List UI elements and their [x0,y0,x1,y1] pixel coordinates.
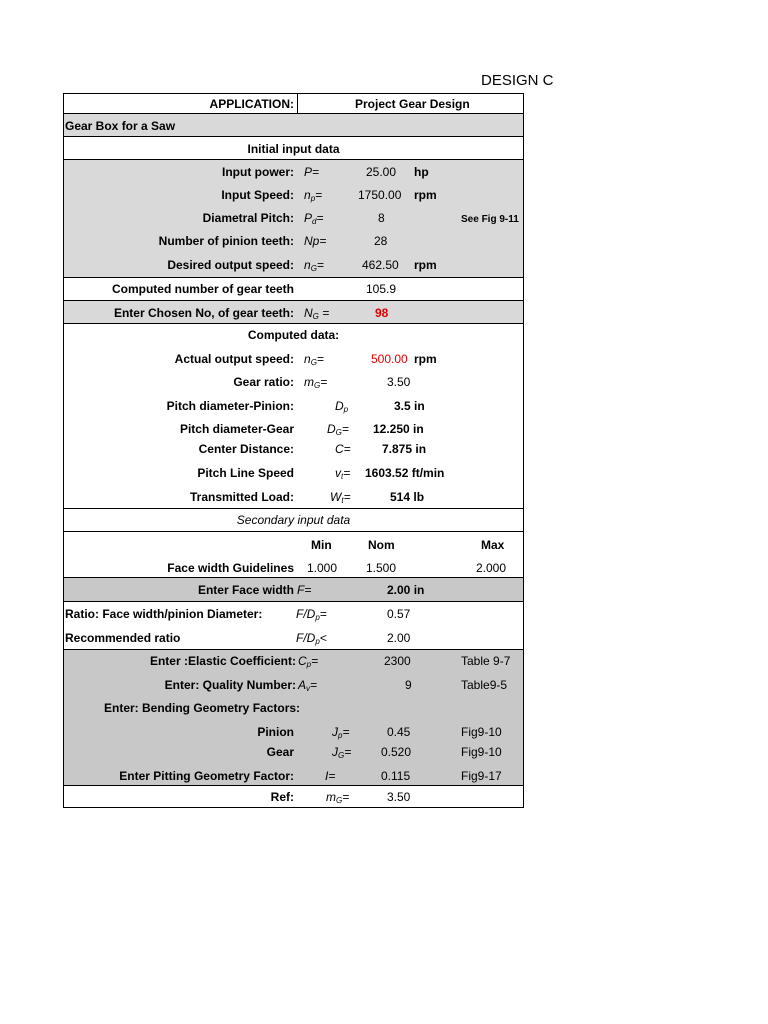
ref-value: 3.50 [387,790,411,804]
diametral-pitch-ref: See Fig 9-11 [461,214,519,225]
column-divider [297,94,298,113]
gear-ratio-label: Gear ratio: [233,375,294,389]
elastic-symbol: $C_p=$ [298,654,319,669]
application-value[interactable]: Project Gear Design [355,97,470,111]
pitch-dia-gear-symbol: $D_G=$ [327,422,349,437]
computed-gear-teeth-value: 105.9 [366,282,397,296]
design-title: DESIGN C [481,72,554,89]
ref-row [63,785,524,808]
ratio-value: 0.57 [387,607,411,621]
pitting-ref: Fig9-17 [461,769,502,783]
elastic-label: Enter :Elastic Coefficient: [149,654,296,668]
pitting-value[interactable]: 0.115 [381,769,411,783]
pitch-dia-pinion-value: 3.5 in [394,399,425,413]
transmitted-load-label: Transmitted Load: [189,490,294,504]
face-width-min: 1.000 [307,561,338,575]
center-distance-symbol: C= [335,442,351,456]
recommended-symbol: $F/D_p<$ [296,631,327,646]
computed-data-heading: Computed data: [247,328,340,342]
face-width-max: 2.000 [476,561,507,575]
col-min-header: Min [311,538,332,552]
input-power-symbol: P= [304,165,320,179]
center-distance-label: Center Distance: [198,442,294,456]
computed-gear-teeth-label: Computed number of gear teeth [111,282,294,296]
pinion-factor-symbol: $J_p=$ [332,725,350,740]
recommended-value: 2.00 [387,631,411,645]
pitch-line-speed-symbol: $v_t=$ [335,466,351,481]
desired-output-speed-symbol: $n_G=$ [304,258,324,273]
input-power-unit: hp [414,165,429,179]
actual-output-speed-value: 500.00 [371,352,408,366]
chosen-gear-teeth-value[interactable]: 98 [375,306,389,320]
gear-factor-symbol: $J_G=$ [332,745,352,760]
actual-output-speed-label: Actual output speed: [174,352,294,366]
center-distance-value: 7.875 in [382,442,427,456]
col-max-header: Max [481,538,505,552]
pinion-teeth-symbol: Np= [304,234,327,248]
computed-gear-teeth-row [63,277,524,300]
input-speed-symbol: $n_p=$ [304,188,323,203]
quality-symbol: $A_v=$ [298,678,318,693]
pinion-factor-value[interactable]: 0.45 [387,725,411,739]
pinion-factor-label: Pinion [257,725,294,739]
secondary-heading-row [63,508,524,531]
recommended-label: Recommended ratio [65,631,181,645]
desired-output-speed-unit: rpm [414,258,437,272]
chosen-gear-teeth-symbol: $N_G$ = [304,306,330,321]
computed-data-block [63,323,524,508]
application-row [63,93,524,113]
actual-output-speed-unit: rpm [414,352,437,366]
pinion-teeth-label: Number of pinion teeth: [158,234,294,248]
diametral-pitch-symbol: $P_d=$ [304,211,324,226]
face-width-label: Enter Face width [197,583,294,597]
quality-label: Enter: Quality Number: [164,678,296,692]
factors-block [63,649,524,785]
pitting-label: Enter Pitting Geometry Factor: [119,769,294,783]
diametral-pitch-value[interactable]: 8 [378,211,385,225]
gear-factor-ref: Fig9-10 [461,745,502,759]
initial-input-heading: Initial input data [247,142,340,156]
col-nom-header: Nom [368,538,395,552]
initial-input-heading-row [63,136,524,159]
chosen-gear-teeth-row [63,300,524,323]
face-width-guidelines-block [63,531,524,577]
input-power-label: Input power: [222,165,294,179]
quality-ref: Table9-5 [461,678,508,692]
gear-ratio-value: 3.50 [387,375,411,389]
face-width-row [63,577,524,601]
face-width-value[interactable]: 2.00 in [387,583,425,597]
desired-output-speed-label: Desired output speed: [167,258,294,272]
pitch-line-speed-label: Pitch Line Speed [197,466,294,480]
input-speed-label: Input Speed: [221,188,294,202]
transmitted-load-symbol: $W_t=$ [330,490,351,505]
pitch-dia-gear-label: Pitch diameter-Gear [179,422,294,436]
subtitle: Gear Box for a Saw [65,119,176,133]
pinion-factor-ref: Fig9-10 [461,725,502,739]
pitch-dia-gear-value: 12.250 in [373,422,424,436]
pitch-dia-pinion-label: Pitch diameter-Pinion: [166,399,294,413]
chosen-gear-teeth-label: Enter Chosen No, of gear teeth: [113,306,294,320]
ref-symbol: $m_G=$ [326,790,350,805]
diametral-pitch-label: Diametral Pitch: [202,211,294,225]
gear-ratio-symbol: $m_G=$ [304,375,328,390]
pitch-dia-pinion-symbol: $D_p$ [335,399,349,414]
ref-label: Ref: [270,790,294,804]
subtitle-row [63,113,524,136]
transmitted-load-value: 514 lb [390,490,425,504]
face-width-guidelines-label: Face width Guidelines [167,561,294,575]
pitting-symbol: I= [325,769,336,783]
elastic-ref: Table 9-7 [461,654,511,668]
face-width-symbol: F= [297,583,312,597]
ratio-block [63,601,524,649]
gear-factor-value[interactable]: 0.520 [381,745,412,759]
pitch-line-speed-value: 1603.52 ft/min [365,466,445,480]
input-speed-unit: rpm [414,188,437,202]
gear-design-sheet [63,93,524,808]
application-label: APPLICATION: [209,97,294,111]
input-speed-value[interactable]: 1750.00 [358,188,402,202]
secondary-heading: Secondary input data [236,513,351,527]
input-power-value[interactable]: 25.00 [366,165,397,179]
initial-input-block [63,159,524,277]
pinion-teeth-value[interactable]: 28 [374,234,388,248]
gear-factor-label: Gear [266,745,294,759]
desired-output-speed-value[interactable]: 462.50 [362,258,399,272]
ratio-label: Ratio: Face width/pinion Diameter: [65,607,263,621]
actual-output-speed-symbol: $n_G=$ [304,352,324,367]
ratio-symbol: $F/D_p=$ [296,607,327,622]
elastic-value[interactable]: 2300 [384,654,411,668]
bending-heading: Enter: Bending Geometry Factors: [104,701,301,715]
face-width-nom: 1.500 [366,561,397,575]
quality-value[interactable]: 9 [405,678,412,692]
